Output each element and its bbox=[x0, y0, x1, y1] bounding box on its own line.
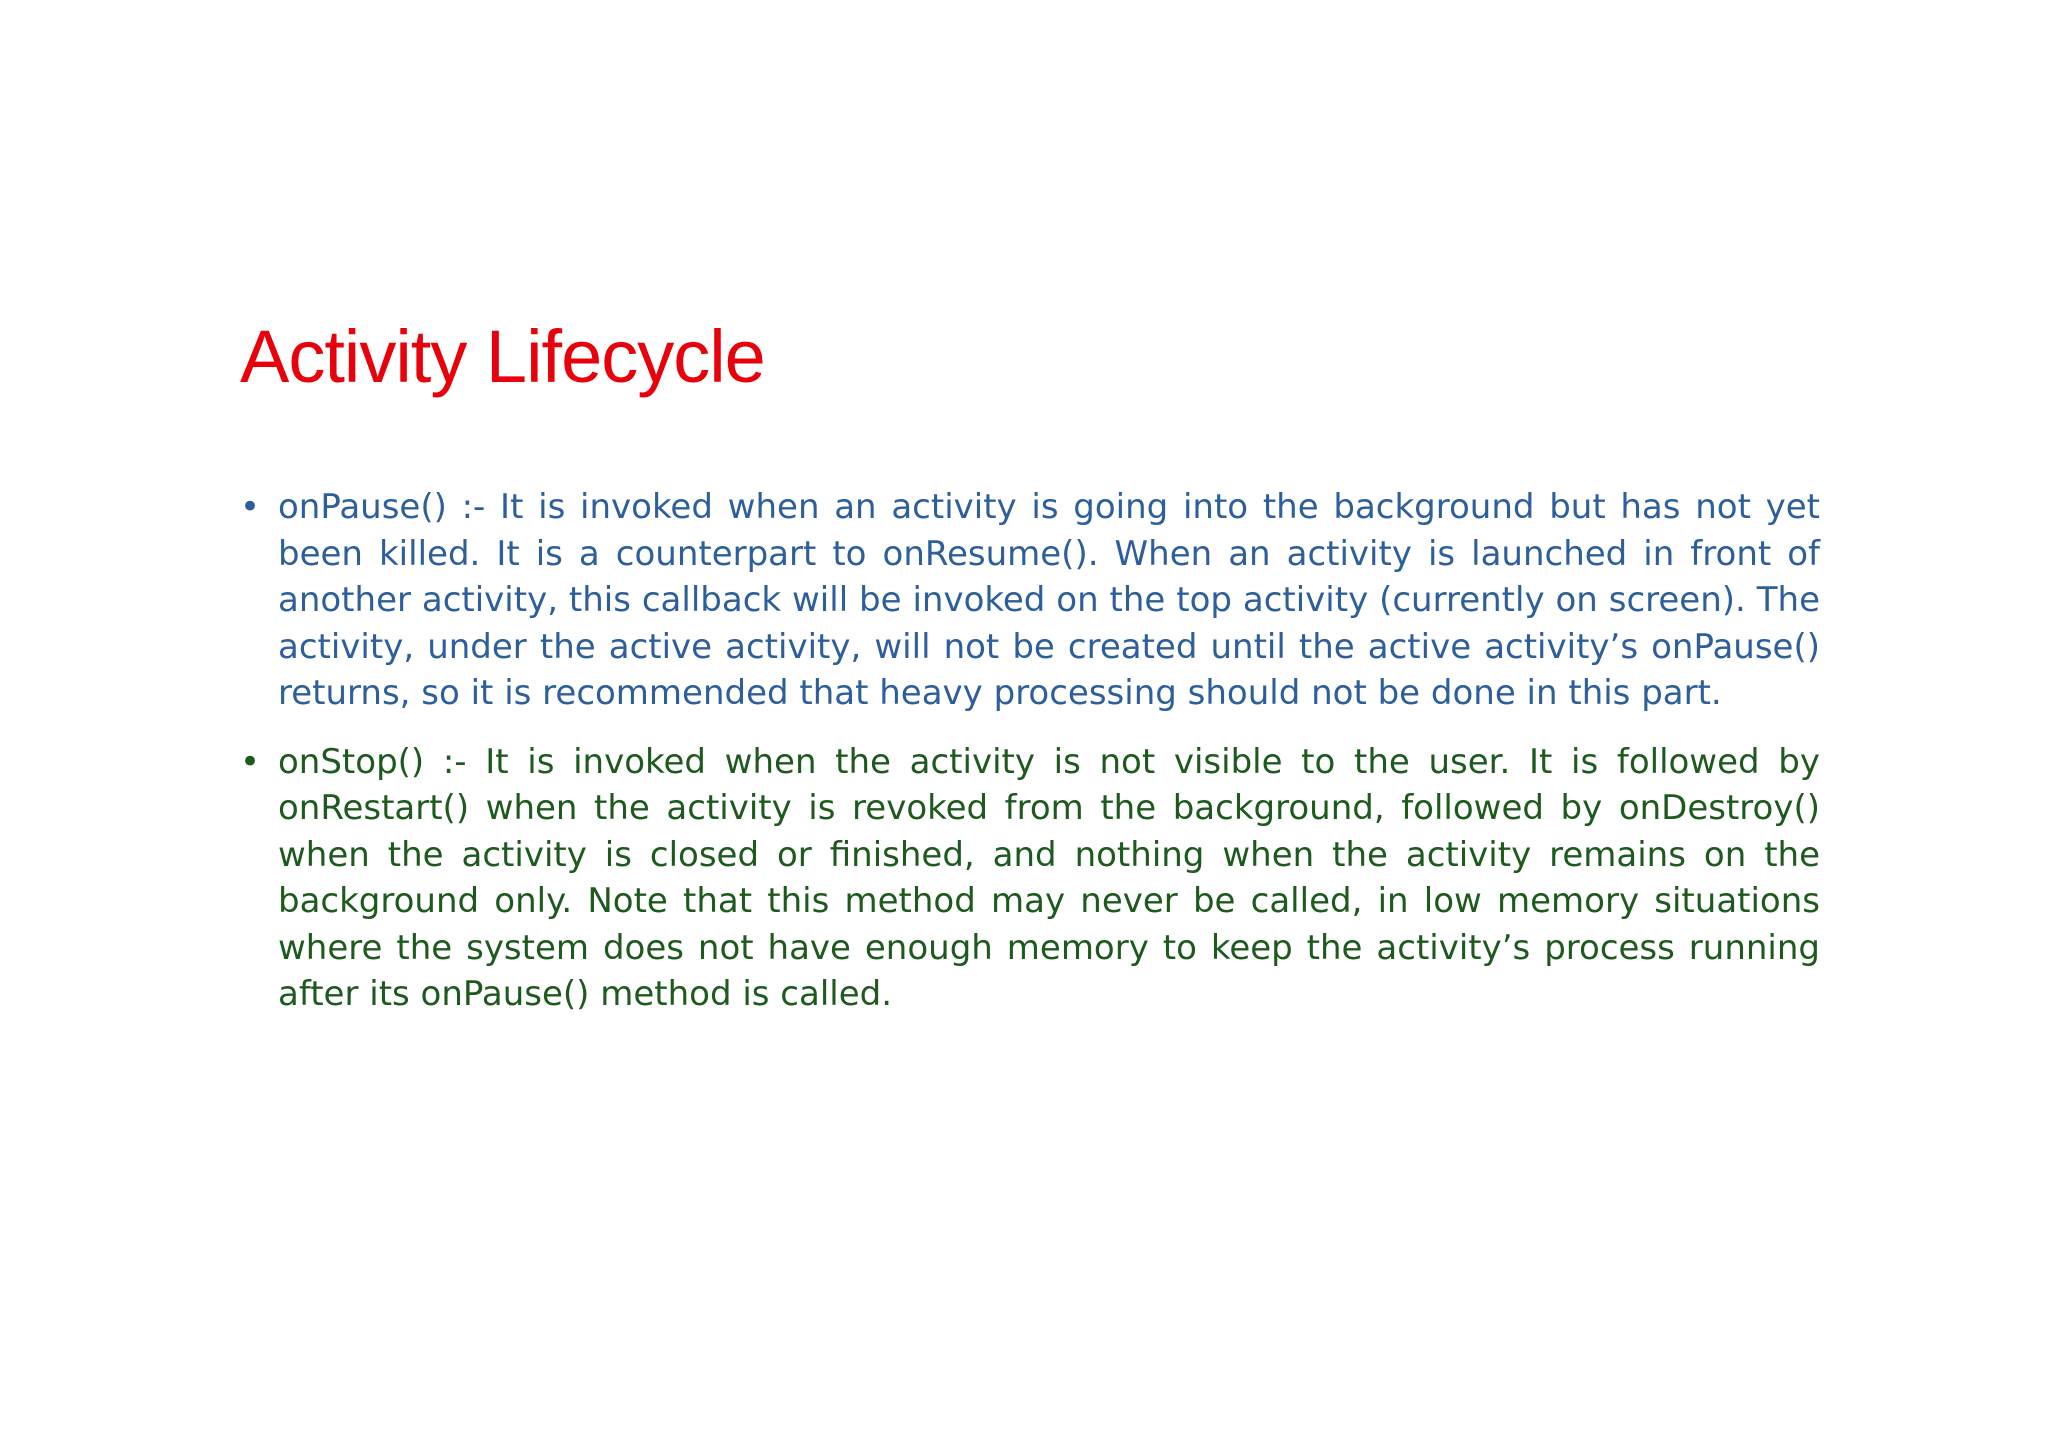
bullet-text-onstop: onStop() :- It is invoked when the activity is not visible to the user. It is followed by onRestart() when the activity is revoked from the background, followed by onDestroy() when the activity is closed or finished, and nothing when the activity remains on the background only. Note that this method may never be called, in low memory situations where the system does not have enough memory to keep the activity’s process running after its onPause() method is called. bbox=[278, 741, 1820, 1014]
bullet-dot-icon: • bbox=[240, 741, 261, 782]
bullet-text-onpause: onPause() :- It is invoked when an activity is going into the background but has not yet been killed. It is a counterpart to onResume(). When an activity is launched in front of another activity, this callback will be invoked on the top activity (currently on screen). The activity, under the active activity, will not be created until the active activity’s onPause() returns, so it is recommended that heavy processing should not be done in this part. bbox=[278, 487, 1820, 713]
bullet-item-onstop bbox=[240, 739, 1820, 1018]
bullet-dot-icon: • bbox=[240, 487, 261, 527]
bullet-item-onpause bbox=[240, 484, 1820, 717]
slide-title: Activity Lifecycle bbox=[240, 315, 765, 398]
bullet-list bbox=[240, 484, 1820, 1040]
